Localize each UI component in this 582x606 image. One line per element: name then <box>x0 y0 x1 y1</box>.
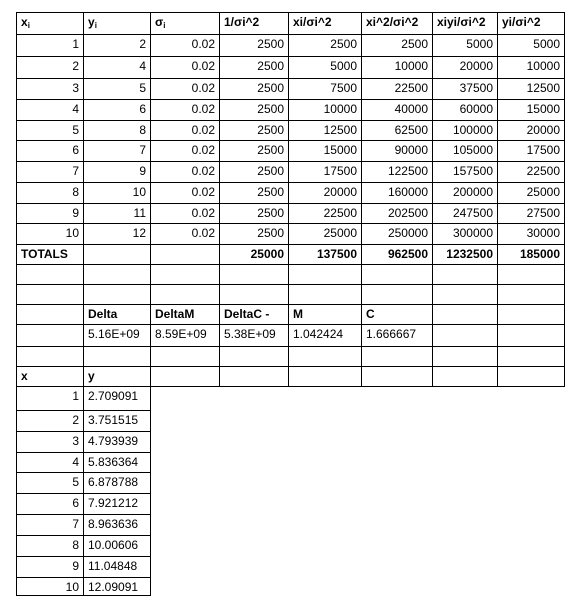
fit-x-cell: 7 <box>16 514 84 536</box>
fit-x-cell: 5 <box>16 472 84 494</box>
data-cell: 1 <box>16 34 84 57</box>
data-cell: 5000 <box>288 56 362 79</box>
data-cell: 20000 <box>288 182 362 204</box>
empty-cell <box>497 366 565 387</box>
data-cell: 0.02 <box>150 182 220 204</box>
data-cell: 5 <box>83 78 151 100</box>
delta-value: 8.59E+09 <box>150 324 220 347</box>
column-header-label: xi/σi^2 <box>293 15 332 29</box>
empty-cell <box>288 346 362 367</box>
data-cell: 10000 <box>288 99 362 121</box>
data-cell: 37500 <box>432 78 498 100</box>
data-cell: 4 <box>83 56 151 79</box>
data-cell: 7 <box>16 161 84 183</box>
data-cell: 2500 <box>219 34 289 57</box>
data-cell: 17500 <box>288 161 362 183</box>
data-cell: 157500 <box>432 161 498 183</box>
empty-cell <box>361 366 433 387</box>
data-cell: 202500 <box>361 203 433 224</box>
data-cell: 10000 <box>361 56 433 79</box>
data-cell: 12 <box>83 223 151 245</box>
data-cell: 2500 <box>219 161 289 183</box>
delta-label: Delta <box>83 304 151 325</box>
delta-value: 1.666667 <box>361 324 433 347</box>
data-cell: 12500 <box>288 120 362 141</box>
delta-value: 5.16E+09 <box>83 324 151 347</box>
data-cell: 8 <box>83 120 151 141</box>
data-cell: 0.02 <box>150 56 220 79</box>
data-cell: 20000 <box>497 120 565 141</box>
data-cell: 2500 <box>219 182 289 204</box>
data-cell: 2500 <box>288 34 362 57</box>
data-cell: 2500 <box>219 56 289 79</box>
empty-cell <box>219 366 289 387</box>
column-header-subscript: i <box>163 21 166 30</box>
data-cell: 6 <box>16 140 84 162</box>
empty-cell <box>150 264 220 285</box>
column-header <box>16 12 84 35</box>
empty-cell <box>150 346 220 367</box>
data-cell: 4 <box>16 99 84 121</box>
data-cell: 5000 <box>497 34 565 57</box>
empty-cell <box>432 346 498 367</box>
column-header <box>432 12 498 35</box>
empty-cell <box>150 284 220 305</box>
empty-cell <box>432 324 498 347</box>
fit-x-cell: 8 <box>16 535 84 557</box>
column-header <box>361 12 433 35</box>
column-header-label: yi/σi^2 <box>502 15 541 29</box>
empty-cell <box>432 304 498 325</box>
data-cell: 20000 <box>432 56 498 79</box>
empty-cell <box>16 304 84 325</box>
data-cell: 2500 <box>361 34 433 57</box>
data-cell: 0.02 <box>150 78 220 100</box>
empty-cell <box>16 324 84 347</box>
data-cell: 11 <box>83 203 151 224</box>
data-cell: 62500 <box>361 120 433 141</box>
fit-y-cell: 7.921212 <box>83 493 151 515</box>
delta-value: 1.042424 <box>288 324 362 347</box>
data-cell: 2 <box>83 34 151 57</box>
data-cell: 25000 <box>497 182 565 204</box>
empty-cell <box>497 304 565 325</box>
data-cell: 250000 <box>361 223 433 245</box>
empty-cell <box>16 264 84 285</box>
column-header-label: σ <box>155 15 164 29</box>
data-cell: 0.02 <box>150 223 220 245</box>
data-cell: 10 <box>16 223 84 245</box>
data-cell: 160000 <box>361 182 433 204</box>
fit-y-cell: 2.709091 <box>83 386 151 411</box>
column-header <box>83 12 151 35</box>
data-cell: 10 <box>83 182 151 204</box>
data-cell: 100000 <box>432 120 498 141</box>
data-cell: 0.02 <box>150 99 220 121</box>
data-cell: 15000 <box>288 140 362 162</box>
fit-x-cell: 9 <box>16 556 84 578</box>
data-cell: 0.02 <box>150 203 220 224</box>
fit-y-cell: 12.09091 <box>83 577 151 596</box>
data-cell: 5000 <box>432 34 498 57</box>
fit-y-cell: 3.751515 <box>83 410 151 432</box>
data-cell: 105000 <box>432 140 498 162</box>
data-cell: 2500 <box>219 140 289 162</box>
fit-header-x: x <box>16 366 84 387</box>
empty-cell <box>432 366 498 387</box>
data-cell: 2 <box>16 56 84 79</box>
data-cell: 0.02 <box>150 140 220 162</box>
fit-y-cell: 5.836364 <box>83 452 151 473</box>
data-cell: 6 <box>83 99 151 121</box>
empty-cell <box>219 346 289 367</box>
data-cell: 9 <box>16 203 84 224</box>
delta-value: 5.38E+09 <box>219 324 289 347</box>
fit-x-cell: 10 <box>16 577 84 596</box>
column-header <box>288 12 362 35</box>
fit-header-y: y <box>83 366 151 387</box>
delta-label: DeltaC - <box>219 304 289 325</box>
empty-cell <box>288 366 362 387</box>
data-cell: 90000 <box>361 140 433 162</box>
data-cell: 2500 <box>219 203 289 224</box>
empty-cell <box>497 284 565 305</box>
data-cell: 247500 <box>432 203 498 224</box>
empty-cell <box>361 264 433 285</box>
data-cell: 0.02 <box>150 161 220 183</box>
column-header-label: xi^2/σi^2 <box>366 15 419 29</box>
data-cell: 2500 <box>219 223 289 245</box>
data-cell: 0.02 <box>150 120 220 141</box>
delta-label: DeltaM <box>150 304 220 325</box>
totals-cell: 137500 <box>288 244 362 265</box>
fit-y-cell: 10.00606 <box>83 535 151 557</box>
fit-y-cell: 6.878788 <box>83 472 151 494</box>
column-header-subscript: i <box>94 21 97 30</box>
data-cell: 25000 <box>288 223 362 245</box>
totals-cell: 185000 <box>497 244 565 265</box>
data-cell: 9 <box>83 161 151 183</box>
delta-label: M <box>288 304 362 325</box>
empty-cell <box>288 264 362 285</box>
fit-x-cell: 2 <box>16 410 84 432</box>
totals-cell <box>150 244 220 265</box>
empty-cell <box>361 284 433 305</box>
data-cell: 27500 <box>497 203 565 224</box>
data-cell: 10000 <box>497 56 565 79</box>
empty-cell <box>497 346 565 367</box>
data-cell: 22500 <box>361 78 433 100</box>
totals-cell: 1232500 <box>432 244 498 265</box>
delta-label: C <box>361 304 433 325</box>
fit-y-cell: 8.963636 <box>83 514 151 536</box>
column-header-subscript: i <box>27 21 30 30</box>
data-cell: 12500 <box>497 78 565 100</box>
data-cell: 17500 <box>497 140 565 162</box>
column-header-label: y <box>88 15 95 29</box>
data-cell: 300000 <box>432 223 498 245</box>
data-cell: 22500 <box>288 203 362 224</box>
fit-x-cell: 1 <box>16 386 84 411</box>
fit-y-cell: 11.04848 <box>83 556 151 578</box>
column-header <box>497 12 565 35</box>
column-header-label: xiyi/σi^2 <box>437 15 486 29</box>
fit-x-cell: 3 <box>16 431 84 453</box>
data-cell: 0.02 <box>150 34 220 57</box>
data-cell: 3 <box>16 78 84 100</box>
empty-cell <box>497 264 565 285</box>
data-cell: 122500 <box>361 161 433 183</box>
data-cell: 22500 <box>497 161 565 183</box>
empty-cell <box>83 284 151 305</box>
data-cell: 30000 <box>497 223 565 245</box>
fit-y-cell: 4.793939 <box>83 431 151 453</box>
fit-x-cell: 4 <box>16 452 84 473</box>
empty-cell <box>219 284 289 305</box>
empty-cell <box>288 284 362 305</box>
empty-cell <box>150 366 220 387</box>
column-header <box>219 12 289 35</box>
empty-cell <box>432 264 498 285</box>
empty-cell <box>16 346 84 367</box>
column-header-label: x <box>21 15 28 29</box>
data-cell: 2500 <box>219 78 289 100</box>
totals-cell: 25000 <box>219 244 289 265</box>
empty-cell <box>83 264 151 285</box>
empty-cell <box>432 284 498 305</box>
data-cell: 8 <box>16 182 84 204</box>
data-cell: 7 <box>83 140 151 162</box>
column-header <box>150 12 220 35</box>
totals-label: TOTALS <box>16 244 84 265</box>
data-cell: 40000 <box>361 99 433 121</box>
data-cell: 200000 <box>432 182 498 204</box>
empty-cell <box>497 324 565 347</box>
empty-cell <box>16 284 84 305</box>
column-header-label: 1/σi^2 <box>224 15 260 29</box>
fit-x-cell: 6 <box>16 493 84 515</box>
empty-cell <box>361 346 433 367</box>
data-cell: 2500 <box>219 120 289 141</box>
empty-cell <box>83 346 151 367</box>
empty-cell <box>219 264 289 285</box>
totals-cell <box>83 244 151 265</box>
totals-cell: 962500 <box>361 244 433 265</box>
data-cell: 15000 <box>497 99 565 121</box>
data-cell: 60000 <box>432 99 498 121</box>
data-cell: 2500 <box>219 99 289 121</box>
data-cell: 7500 <box>288 78 362 100</box>
data-cell: 5 <box>16 120 84 141</box>
